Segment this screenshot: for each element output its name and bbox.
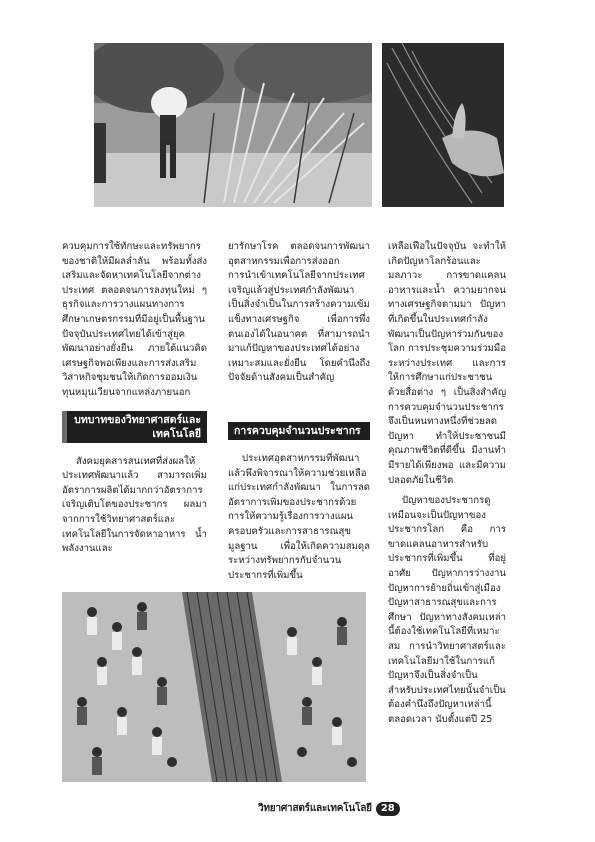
text-column-2-lower [228,452,370,583]
footer-magazine-title: วิทยาศาสตร์และเทคโนโลยี [258,803,372,814]
hand-grain-photo [382,43,504,207]
column-1-paragraph-1: ควบคุมการใช้ทักษะและทรัพยากรของชาติให้มีผลล่ำลัน พร้อมทั้งส่งเสริมและจัดหาเทคโนโลยีจากต่างประเทศ ตลอดจนการลงทุนใหม่ ๆ ธุรกิจและการวางแผนทางการศึกษาเกษตรกรรมที่มีอยู่เป็นพื้นฐานปัจจุบันประเทศไทยได้เข้าสู่ยุคพัฒนาอย่างยั่งยืน ภายใต้แนวคิดเศรษฐกิจพอเพียงและการส่งเสริมวิสาหกิจชุมชนให้เกิดการออมเงินทุนหมุนเวียนจากแหล่งภายนอก [62,241,207,398]
column-1-paragraph-2: สังคมยุคสารสนเทศที่ส่งผลให้ประเทศพัฒนาแล้ว สามารถเพิ่มอัตราการผลิตได้มากกว่าอัตราการเจริญเติบโตของประชากร ผลมาจากการใช้วิทยาศาสตร์และเทคโนโลยีในการจัดหาอาหาร น้ำ พลังงานและ [62,455,207,555]
text-column-1 [62,240,207,557]
page-number: 28 [376,802,400,816]
section-heading-science-tech: บทบาทของวิทยาศาสตร์และเทคโนโลยี [62,411,207,443]
text-column-2 [228,240,370,386]
page-footer [258,798,400,814]
column-2-paragraph-1: ยารักษาโรค ตลอดจนการพัฒนาอุตสาหกรรมเพื่อการส่งออก การนำเข้าเทคโนโลยีจากประเทศเจริญแล้วสู่ประเทศกำลังพัฒนาเป็นสิ่งจำเป็นในการสร้างความเข้มแข็งทางเศรษฐกิจ เพื่อการพึ่งตนเองได้ในอนาคต ที่สามารถนำมาแก้ปัญหาของประเทศได้อย่างเหมาะสมและยั่งยืน โดยคำนึงถึงปัจจัยด้านสังคมเป็นสำคัญ [228,241,370,384]
text-column-3 [388,240,506,728]
column-3-paragraph-2: ปัญหาของประชากรดูเหมือนจะเป็นปัญหาของประชากรโลก คือ การขาดแคลนอาหารสำหรับประชากรที่เพิ่มขึ้น ที่อยู่อาศัย ปัญหาการว่างงาน ปัญหาการย้ายถิ่นเข้าสู่เมือง ปัญหาสาธารณสุขและการศึกษา ปัญหาทางสังคมเหล่านี้ต้องใช้เทคโนโลยีที่เหมาะสม การนำวิทยาศาสตร์และเทคโนโลยีมาใช้ในการแก้ปัญหาจึงเป็นสิ่งจำเป็น สำหรับประเทศไทยนั้นจำเป็นต้องคำนึงถึงปัญหาเหล่านี้ตลอดเวลา นับตั้งแต่ปี 25 [388,495,506,725]
harvest-field-photo [94,43,372,207]
column-2-paragraph-2: ประเทศอุตสาหกรรมที่พัฒนาแล้วพึงพิจารณาให้ความช่วยเหลือแก่ประเทศกำลังพัฒนา ในการลดอัตราการเพิ่มของประชากรด้วยการให้ความรู้เรื่องการวางแผนครอบครัวและการสาธารณสุขมูลฐาน เพื่อให้เกิดความสมดุลระหว่างทรัพยากรกับจำนวนประชากรที่เพิ่มขึ้น [228,453,370,581]
crowd-gate-photo [62,592,366,782]
section-heading-population-control: การควบคุมจำนวนประชากร [228,422,370,440]
column-3-paragraph-1: เหลือเฟือในปัจจุบัน จะทำให้เกิดปัญหาโลกร้อนและมลภาวะ การขาดแคลนอาหารและน้ำ ความยากจนทางเศรษฐกิจตามมา ปัญหาที่เกิดขึ้นในประเทศกำลังพัฒนาเป็นปัญหาร่วมกันของโลก การประชุมความร่วมมือระหว่างประเทศ และการให้การศึกษาแก่ประชาชนด้วยสื่อต่าง ๆ เป็นสิ่งสำคัญ การควบคุมจำนวนประชากรจึงเป็นหนทางหนึ่งที่ช่วยลดปัญหา ทำให้ประชาชนมีคุณภาพชีวิตที่ดีขึ้น มีงานทำ มีรายได้เพียงพอ และมีความปลอดภัยในชีวิต [388,241,506,486]
